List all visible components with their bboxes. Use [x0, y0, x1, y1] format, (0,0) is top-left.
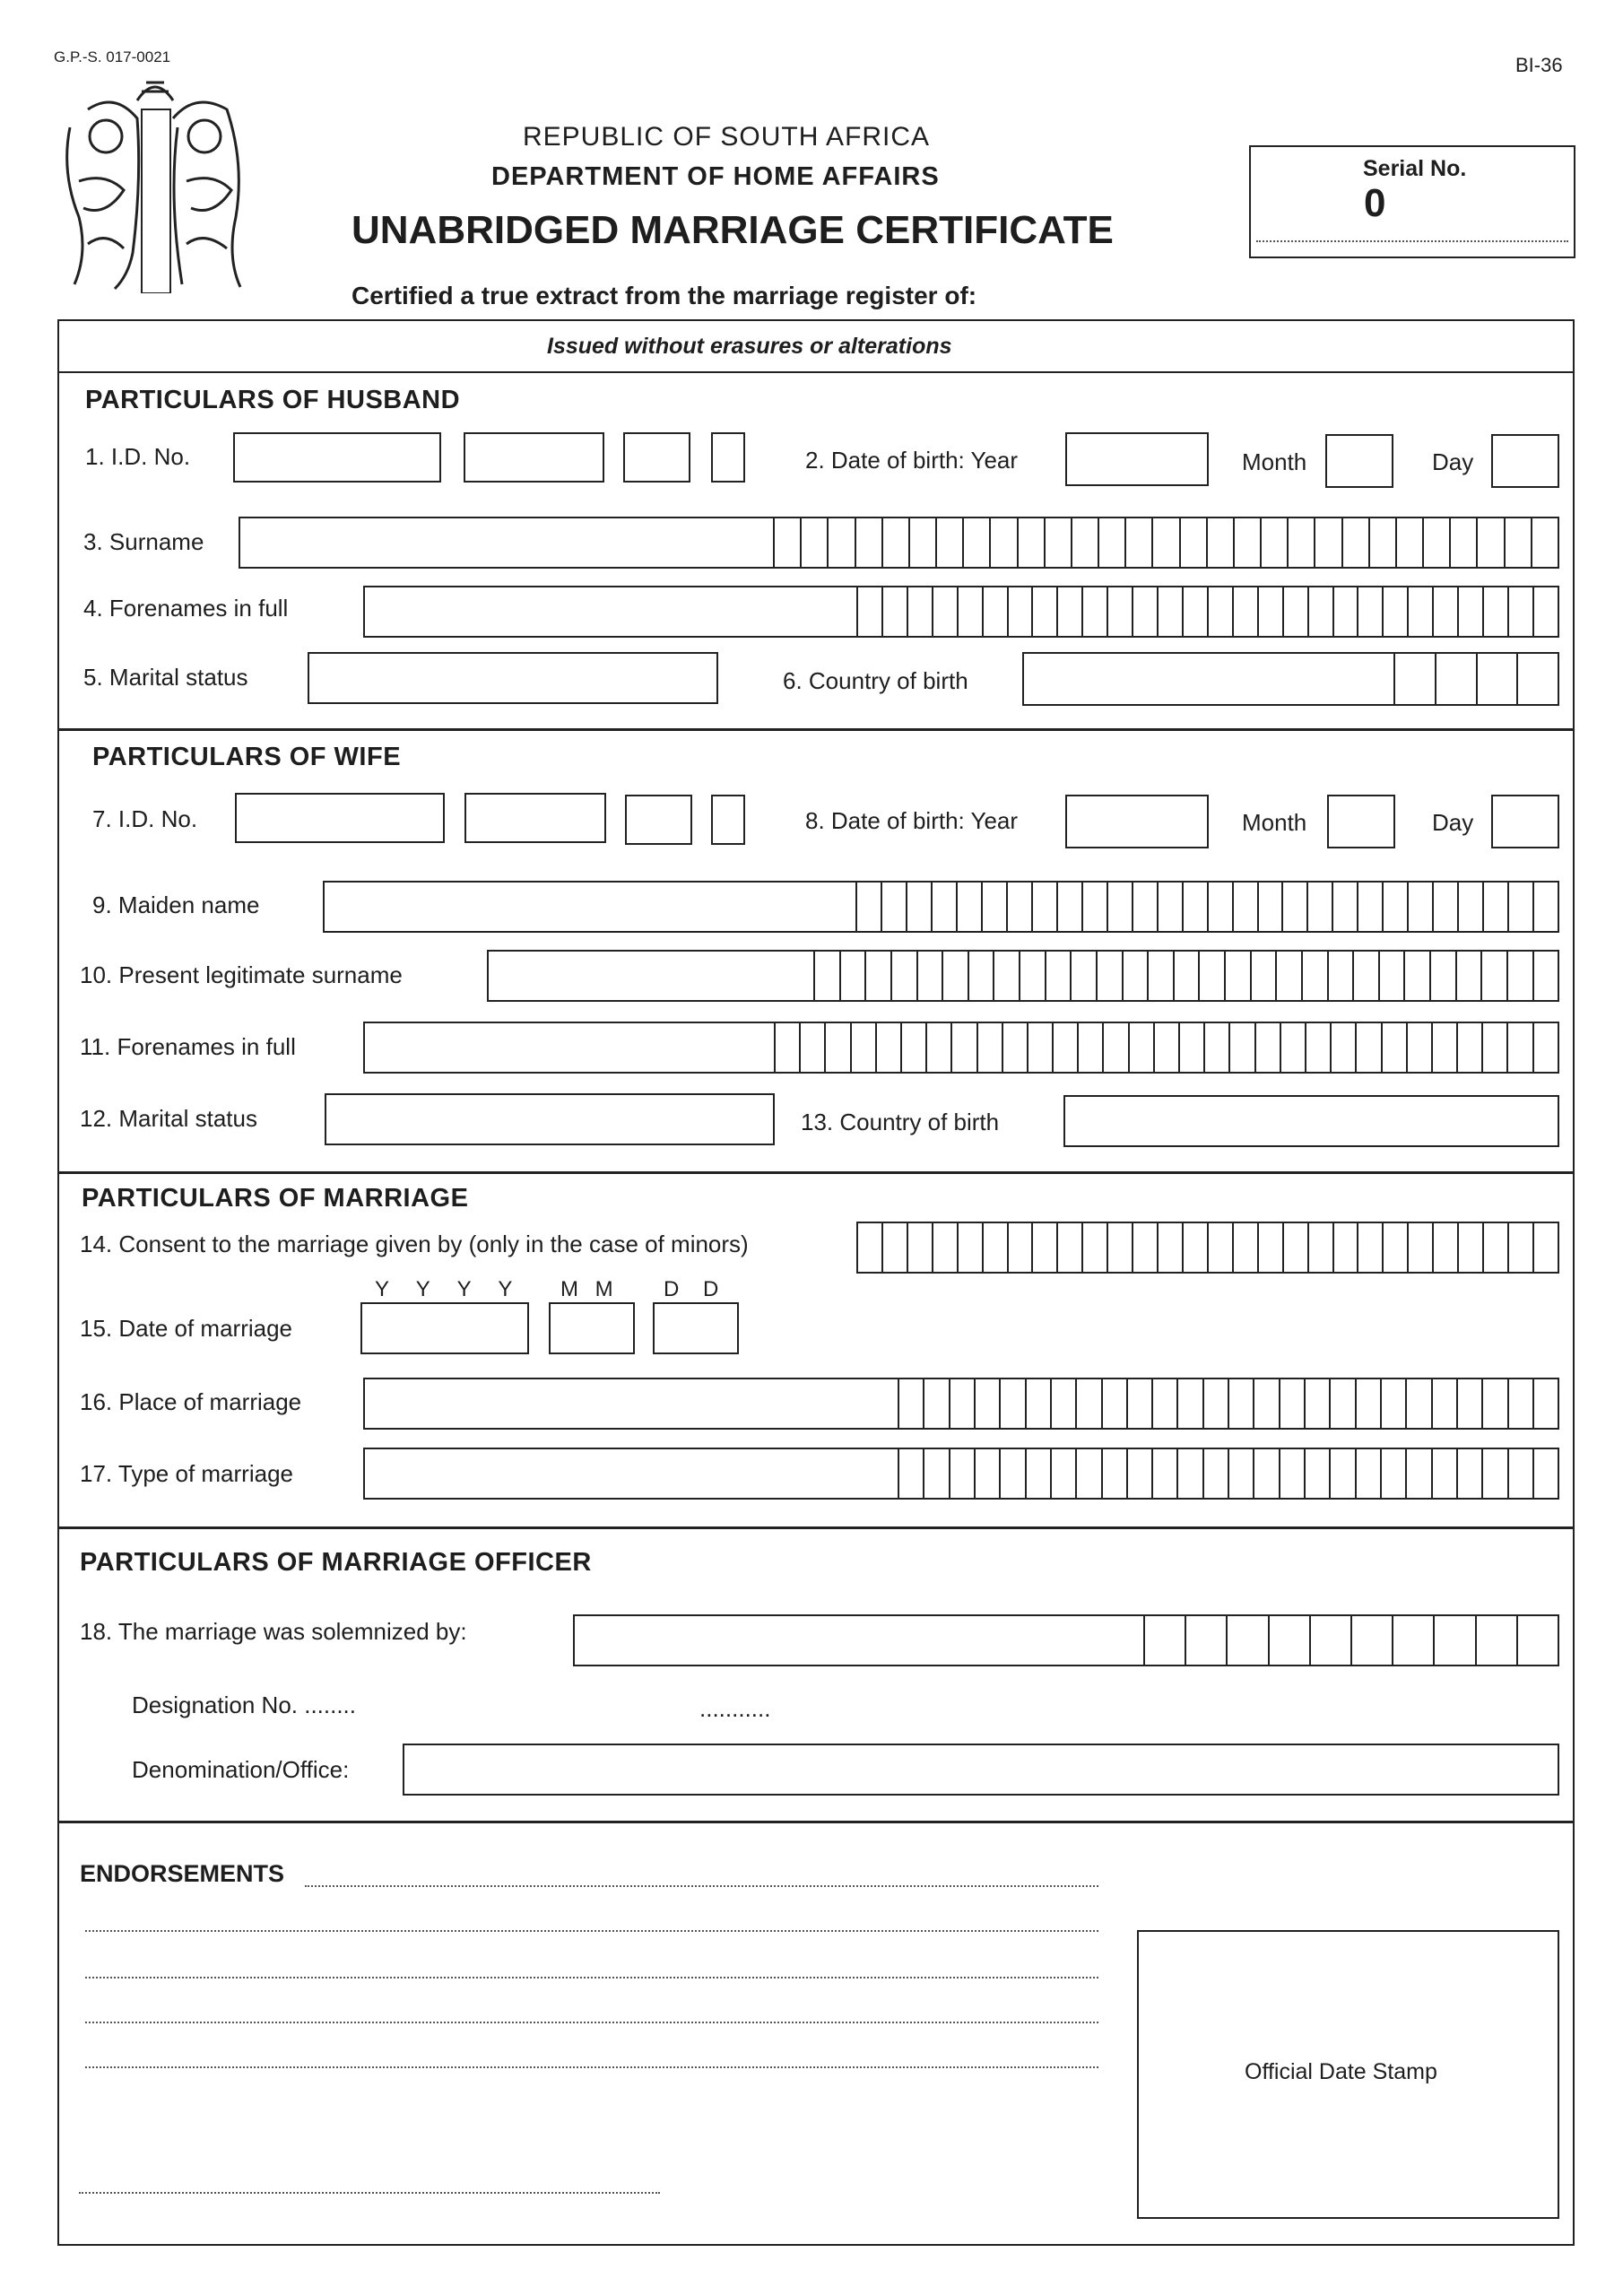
husband-id-label: 1. I.D. No.	[85, 443, 191, 470]
serial-dotted-line	[1256, 240, 1568, 242]
husband-country-label: 6. Country of birth	[783, 667, 968, 694]
designation-label: Designation No. ........	[132, 1692, 357, 1718]
husband-id-check[interactable]	[711, 432, 745, 483]
husband-day-label: Day	[1432, 448, 1474, 475]
husband-dob-day[interactable]	[1491, 434, 1559, 488]
issued-divider	[57, 371, 1575, 373]
type-of-marriage-label: 17. Type of marriage	[80, 1460, 293, 1487]
husband-dob-label: 2. Date of birth: Year	[805, 447, 1019, 474]
consent-field[interactable]	[856, 1222, 1559, 1274]
form-code: G.P.-S. 017-0021	[54, 48, 171, 65]
wife-section-divider	[57, 1171, 1575, 1174]
consent-label: 14. Consent to the marriage given by (only in the case of minors)	[80, 1231, 749, 1257]
wife-present-surname-field[interactable]	[487, 950, 1559, 1002]
wife-maiden-field[interactable]	[323, 881, 1559, 933]
wife-id-group1[interactable]	[235, 793, 445, 843]
wife-id-check[interactable]	[711, 795, 745, 845]
department-name: DEPARTMENT OF HOME AFFAIRS	[491, 162, 940, 191]
wife-day-label: Day	[1432, 809, 1474, 836]
endorsement-line-3[interactable]	[85, 1977, 1098, 1979]
wife-country-label: 13. Country of birth	[801, 1109, 1000, 1135]
husband-dob-year[interactable]	[1065, 432, 1209, 486]
wife-dob-year[interactable]	[1065, 795, 1209, 848]
wife-id-group2[interactable]	[464, 793, 606, 843]
serial-label: Serial No.	[1363, 156, 1467, 181]
designation-dots: ...........	[699, 1695, 771, 1722]
wife-id-label: 7. I.D. No.	[92, 805, 198, 832]
wife-dob-day[interactable]	[1491, 795, 1559, 848]
certificate-title: UNABRIDGED MARRIAGE CERTIFICATE	[352, 208, 1114, 252]
denomination-field[interactable]	[403, 1744, 1559, 1796]
date-yyyy-hint: Y Y Y Y	[375, 1277, 524, 1301]
date-of-marriage-label: 15. Date of marriage	[80, 1315, 293, 1342]
endorsement-line-4[interactable]	[85, 2022, 1098, 2023]
date-dd-hint: D D	[664, 1277, 728, 1301]
issued-notice: Issued without erasures or alterations	[547, 334, 952, 359]
wife-maiden-label: 9. Maiden name	[92, 891, 260, 918]
solemnized-field[interactable]	[573, 1614, 1559, 1666]
husband-forenames-field[interactable]	[363, 586, 1559, 638]
wife-marital-field[interactable]	[325, 1093, 775, 1145]
serial-value: 0	[1364, 181, 1386, 225]
place-of-marriage-label: 16. Place of marriage	[80, 1388, 302, 1415]
wife-marital-label: 12. Marital status	[80, 1105, 257, 1132]
marriage-date-year[interactable]	[360, 1302, 529, 1354]
husband-id-group3[interactable]	[623, 432, 690, 483]
husband-country-field[interactable]	[1022, 652, 1559, 706]
certified-line: Certified a true extract from the marriage register of:	[352, 282, 977, 309]
endorsement-line-1[interactable]	[305, 1885, 1098, 1887]
place-of-marriage-field[interactable]	[363, 1378, 1559, 1430]
type-of-marriage-field[interactable]	[363, 1448, 1559, 1500]
husband-heading: PARTICULARS OF HUSBAND	[85, 386, 461, 414]
husband-marital-field[interactable]	[308, 652, 718, 704]
officer-heading: PARTICULARS OF MARRIAGE OFFICER	[80, 1548, 592, 1577]
official-date-stamp-label: Official Date Stamp	[1245, 2059, 1437, 2084]
wife-present-surname-label: 10. Present legitimate surname	[80, 961, 403, 988]
marriage-section-divider	[57, 1526, 1575, 1529]
coat-of-arms-emblem	[52, 74, 258, 293]
husband-marital-label: 5. Marital status	[83, 664, 248, 691]
wife-dob-month[interactable]	[1327, 795, 1395, 848]
endorsement-line-2[interactable]	[85, 1930, 1098, 1932]
signature-line[interactable]	[79, 2192, 660, 2194]
wife-heading: PARTICULARS OF WIFE	[92, 743, 402, 771]
date-mm-hint: M M	[560, 1277, 619, 1301]
husband-forenames-label: 4. Forenames in full	[83, 595, 289, 622]
official-date-stamp-box	[1137, 1930, 1559, 2219]
wife-country-field[interactable]	[1063, 1095, 1559, 1147]
husband-surname-label: 3. Surname	[83, 528, 204, 555]
wife-month-label: Month	[1242, 809, 1307, 836]
endorsements-label: ENDORSEMENTS	[80, 1860, 285, 1887]
wife-dob-label: 8. Date of birth: Year	[805, 807, 1019, 834]
husband-id-group2[interactable]	[464, 432, 604, 483]
republic-name: REPUBLIC OF SOUTH AFRICA	[523, 122, 931, 152]
solemnized-label: 18. The marriage was solemnized by:	[80, 1618, 467, 1645]
denomination-label: Denomination/Office:	[132, 1756, 350, 1783]
wife-id-group3[interactable]	[625, 795, 692, 845]
marriage-date-day[interactable]	[653, 1302, 739, 1354]
husband-section-divider	[57, 728, 1575, 731]
officer-section-divider	[57, 1821, 1575, 1823]
marriage-heading: PARTICULARS OF MARRIAGE	[82, 1184, 469, 1213]
endorsement-line-5[interactable]	[85, 2066, 1098, 2068]
husband-dob-month[interactable]	[1325, 434, 1393, 488]
husband-surname-field[interactable]	[239, 517, 1559, 569]
husband-month-label: Month	[1242, 448, 1307, 475]
wife-forenames-field[interactable]	[363, 1022, 1559, 1074]
form-number: BI-36	[1515, 54, 1563, 76]
marriage-date-month[interactable]	[549, 1302, 635, 1354]
serial-number-box	[1249, 145, 1575, 258]
husband-id-group1[interactable]	[233, 432, 441, 483]
wife-forenames-label: 11. Forenames in full	[80, 1033, 296, 1060]
